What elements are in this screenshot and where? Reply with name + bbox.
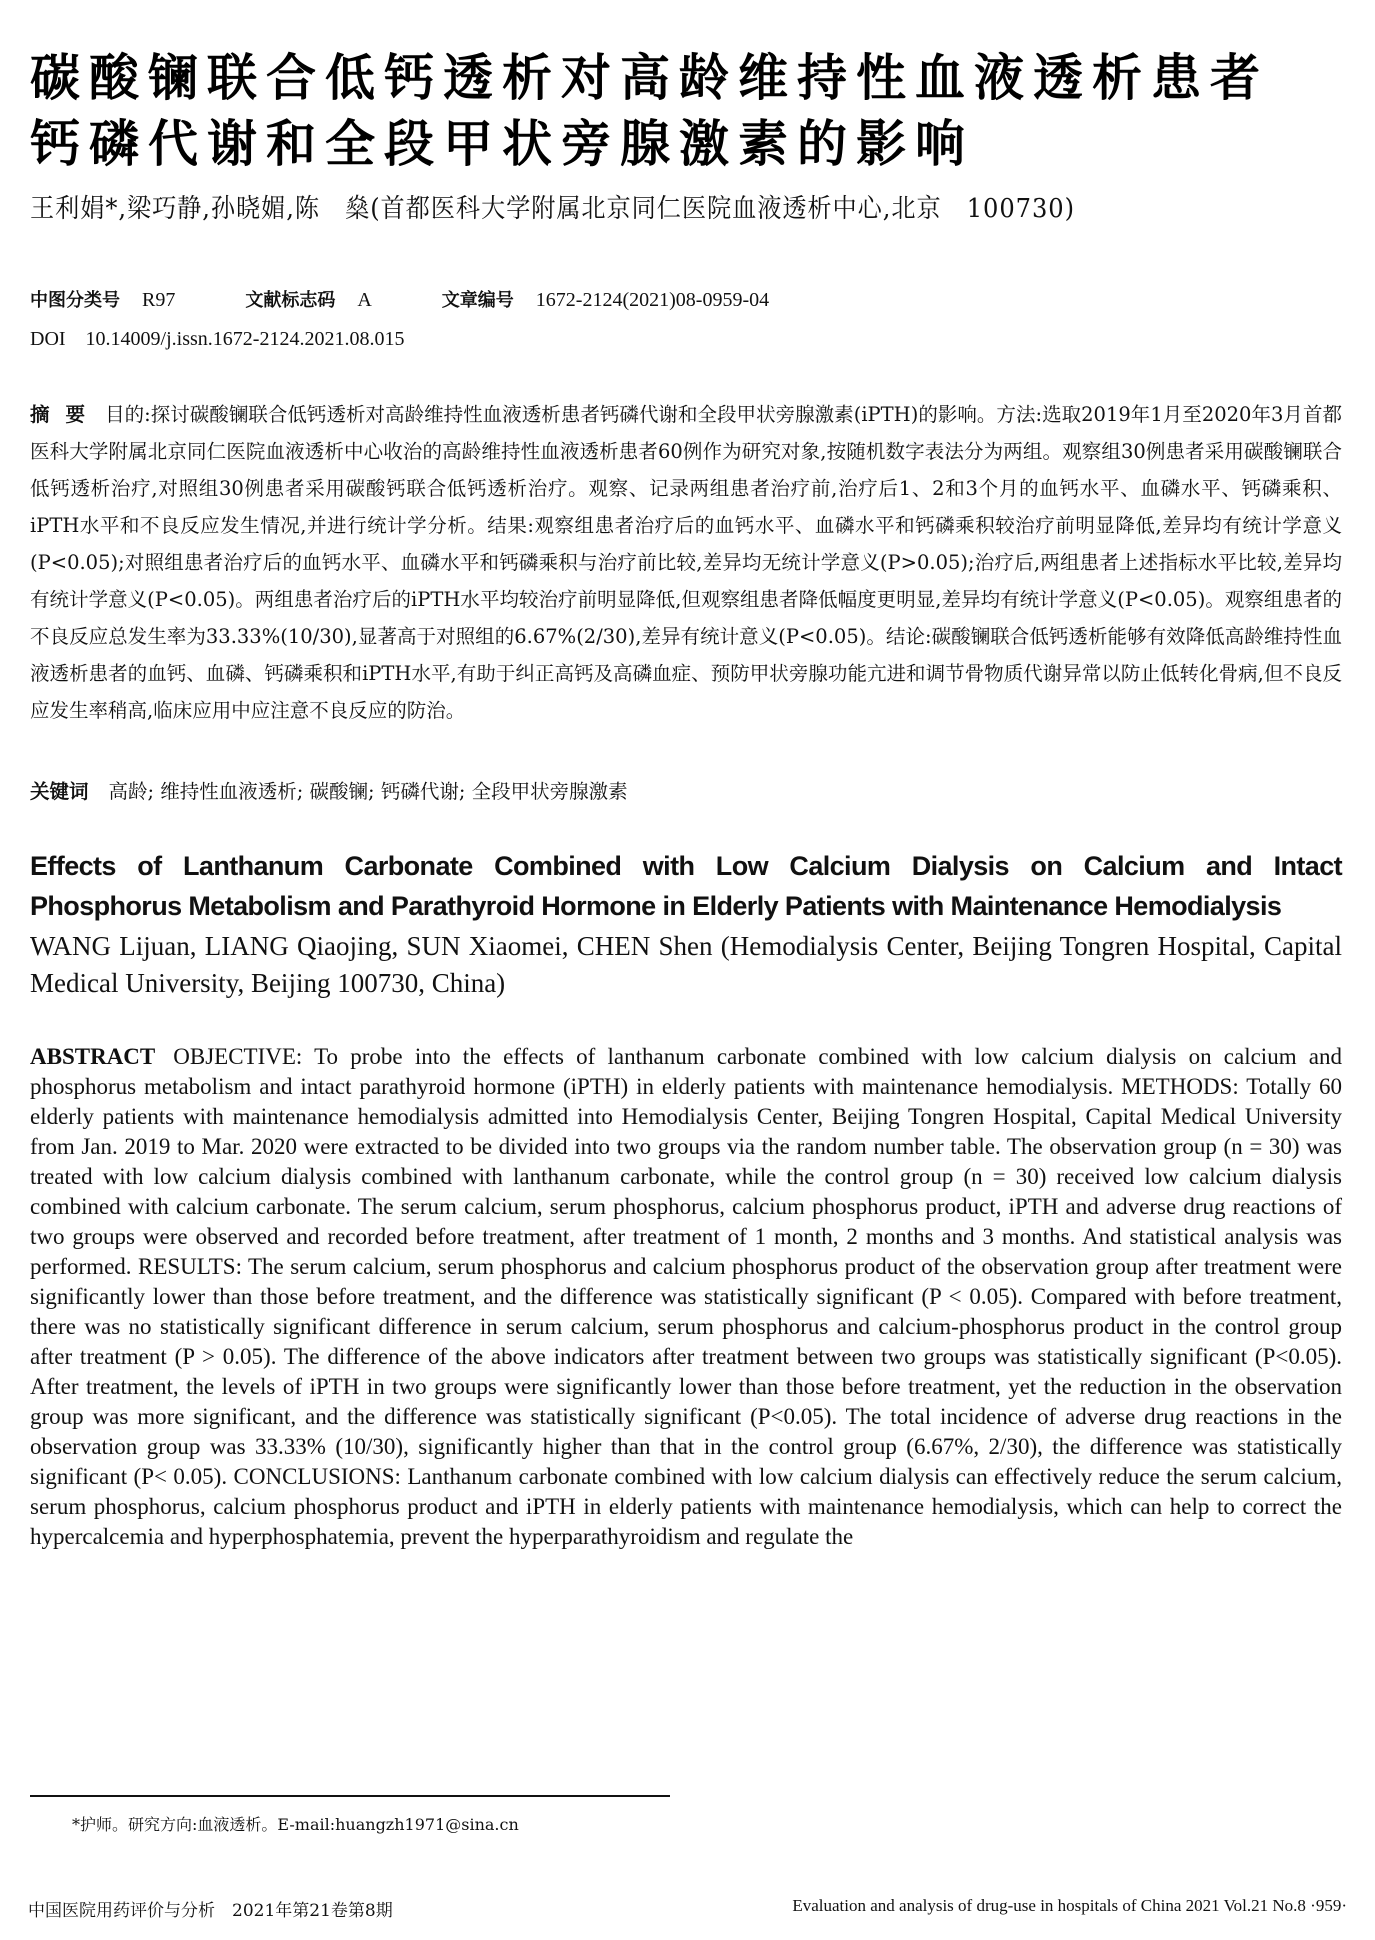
title-en xyxy=(30,846,1342,926)
article-no-label: 文章编号 xyxy=(441,290,514,311)
abstract-cn xyxy=(30,396,1342,729)
abstract-cn-heading: 摘要 xyxy=(30,403,102,426)
abstract-cn-body: 目的:探讨碳酸镧联合低钙透析对高龄维持性血液透析患者钙磷代谢和全段甲状旁腺激素(iPTH)的影响。方法:选取2019年1月至2020年3月首都医科大学附属北京同仁医院血液透析中心收治的高龄维持性血液透析患者60例作为研究对象,按随机数字表法分为两组。观察组30例患者采用碳酸镧联合低钙透析治疗,对照组30例患者采用碳酸钙联合低钙透析治疗。观察、记录两组患者治疗前,治疗后1、2和3个月的血钙水平、血磷水平、钙磷乘积、iPTH水平和不良反应发生情况,并进行统计学分析。结果:观察组患者治疗后的血钙水平、血磷水平和钙磷乘积较治疗前明显降低,差异均有统计学意义(P<0.05);对照组患者治疗后的血钙水平、血磷水平和钙磷乘积与治疗前比较,差异均无统计学意义(P>0.05);治疗后,两组患者上述指标水平比较,差异均有统计学意义(P<0.05)。两组患者治疗后的iPTH水平均较治疗前明显降低,但观察组患者降低幅度更明显,差异均有统计学意义(P<0.05)。观察组患者的不良反应总发生率为33.33%(10/30),显著高于对照组的6.67%(2/30),差异有统计意义(P<0.05)。结论:碳酸镧联合低钙透析能够有效降低高龄维持性血液透析患者的血钙、血磷、钙磷乘积和iPTH水平,有助于纠正高钙及高磷血症、预防甲状旁腺功能亢进和调节骨物质代谢异常以防止低转化骨病,但不良反应发生率稍高,临床应用中应注意不良反应的防治。 xyxy=(30,403,1342,722)
abstract-en-body: OBJECTIVE: To probe into the effects of lanthanum carbonate combined with low calcium dialysis on calcium and phosphorus metabolism and intact parathyroid hormone (iPTH) in elderly patients with maintenance hemodialysis. METHODS: Totally 60 elderly patients with maintenance hemodialysis admitted into Hemodialysis Center, Beijing Tongren Hospital, Capital Medical University from Jan. 2019 to Mar. 2020 were extracted to be divided into two groups via the random number table. The observation group (n = 30) was treated with low calcium dialysis combined with lanthanum carbonate, while the control group (n = 30) received low calcium dialysis combined with calcium carbonate. The serum calcium, serum phosphorus, calcium phosphorus product, iPTH and adverse drug reactions of two groups were observed and recorded before treatment, after treatment of 1 month, 2 months and 3 months. And statistical analysis was performed. RESULTS: The serum calcium, serum phosphorus and calcium phosphorus product of the observation group after treatment were significantly lower than those before treatment, and the difference was statistically significant (P < 0.05). Compared with before treatment, there was no statistically significant difference in serum calcium, serum phosphorus and calcium-phosphorus product in the control group after treatment (P > 0.05). The difference of the above indicators after treatment between two groups was statistically significant (P<0.05). After treatment, the levels of iPTH in two groups were significantly lower than those before treatment, yet the reduction in the observation group was more significant, and the difference was statistically significant (P<0.05). The total incidence of adverse drug reactions in the observation group was 33.33% (10/30), significantly higher than that in the control group (6.67%, 2/30), the difference was statistically significant (P< 0.05). CONCLUSIONS: Lanthanum carbonate combined with low calcium dialysis can effectively reduce the serum calcium, serum phosphorus, calcium phosphorus product and iPTH in elderly patients with maintenance hemodialysis, which can help to correct the hypercalcemia and hyperphosphatemia, prevent the hyperparathyroidism and regulate the xyxy=(30,1044,1342,1549)
doc-code-label: 文献标志码 xyxy=(245,290,336,311)
authors-affiliation-en: WANG Lijuan, LIANG Qiaojing, SUN Xiaomei, CHEN Shen (Hemodialysis Center, Beijing Tongren Hospital, Capital Medical University, Beijing 100730, China) xyxy=(30,931,1342,998)
footnote-divider xyxy=(30,1795,670,1797)
clc-value: R97 xyxy=(142,289,176,311)
footer-journal-cn: 中国医院用药评价与分析 2021年第21卷第8期 xyxy=(28,1901,393,1921)
title-cn-line-1: 碳酸镧联合低钙透析对高龄维持性血液透析患者 xyxy=(30,49,1269,107)
keywords-cn-heading: 关键词 xyxy=(30,780,89,803)
keywords-cn-body: 高龄; 维持性血液透析; 碳酸镧; 钙磷代谢; 全段甲状旁腺激素 xyxy=(108,780,628,803)
title-en-line-1: Effects of Lanthanum Carbonate Combined with Low Calcium Dialysis on Calcium and Intact xyxy=(30,851,1342,881)
keywords-cn xyxy=(30,776,628,804)
article-no-value: 1672-2124(2021)08-0959-04 xyxy=(535,289,770,311)
footnote: *护师。研究方向:血液透析。E-mail:huangzh1971@sina.cn xyxy=(72,1815,519,1834)
authors-affiliation-cn: 王利娟*,梁巧静,孙晓媚,陈 燊(首都医科大学附属北京同仁医院血液透析中心,北京 100730) xyxy=(30,194,1075,224)
title-cn-line-2: 钙磷代谢和全段甲状旁腺激素的影响 xyxy=(30,115,974,173)
clc-label: 中图分类号 xyxy=(30,290,120,311)
abstract-en xyxy=(30,1042,1342,1552)
doc-code-value: A xyxy=(357,289,372,311)
abstract-en-heading: ABSTRACT xyxy=(30,1044,156,1069)
footer-journal-en-page: Evaluation and analysis of drug-use in hospitals of China 2021 Vol.21 No.8 ·959· xyxy=(792,1896,1347,1915)
classification-line xyxy=(30,286,839,312)
doi[interactable]: DOI 10.14009/j.issn.1672-2124.2021.08.015 xyxy=(30,328,405,350)
title-en-line-2: Phosphorus Metabolism and Parathyroid Hormone in Elderly Patients with Maintenance Hemodialysis xyxy=(30,891,1282,921)
